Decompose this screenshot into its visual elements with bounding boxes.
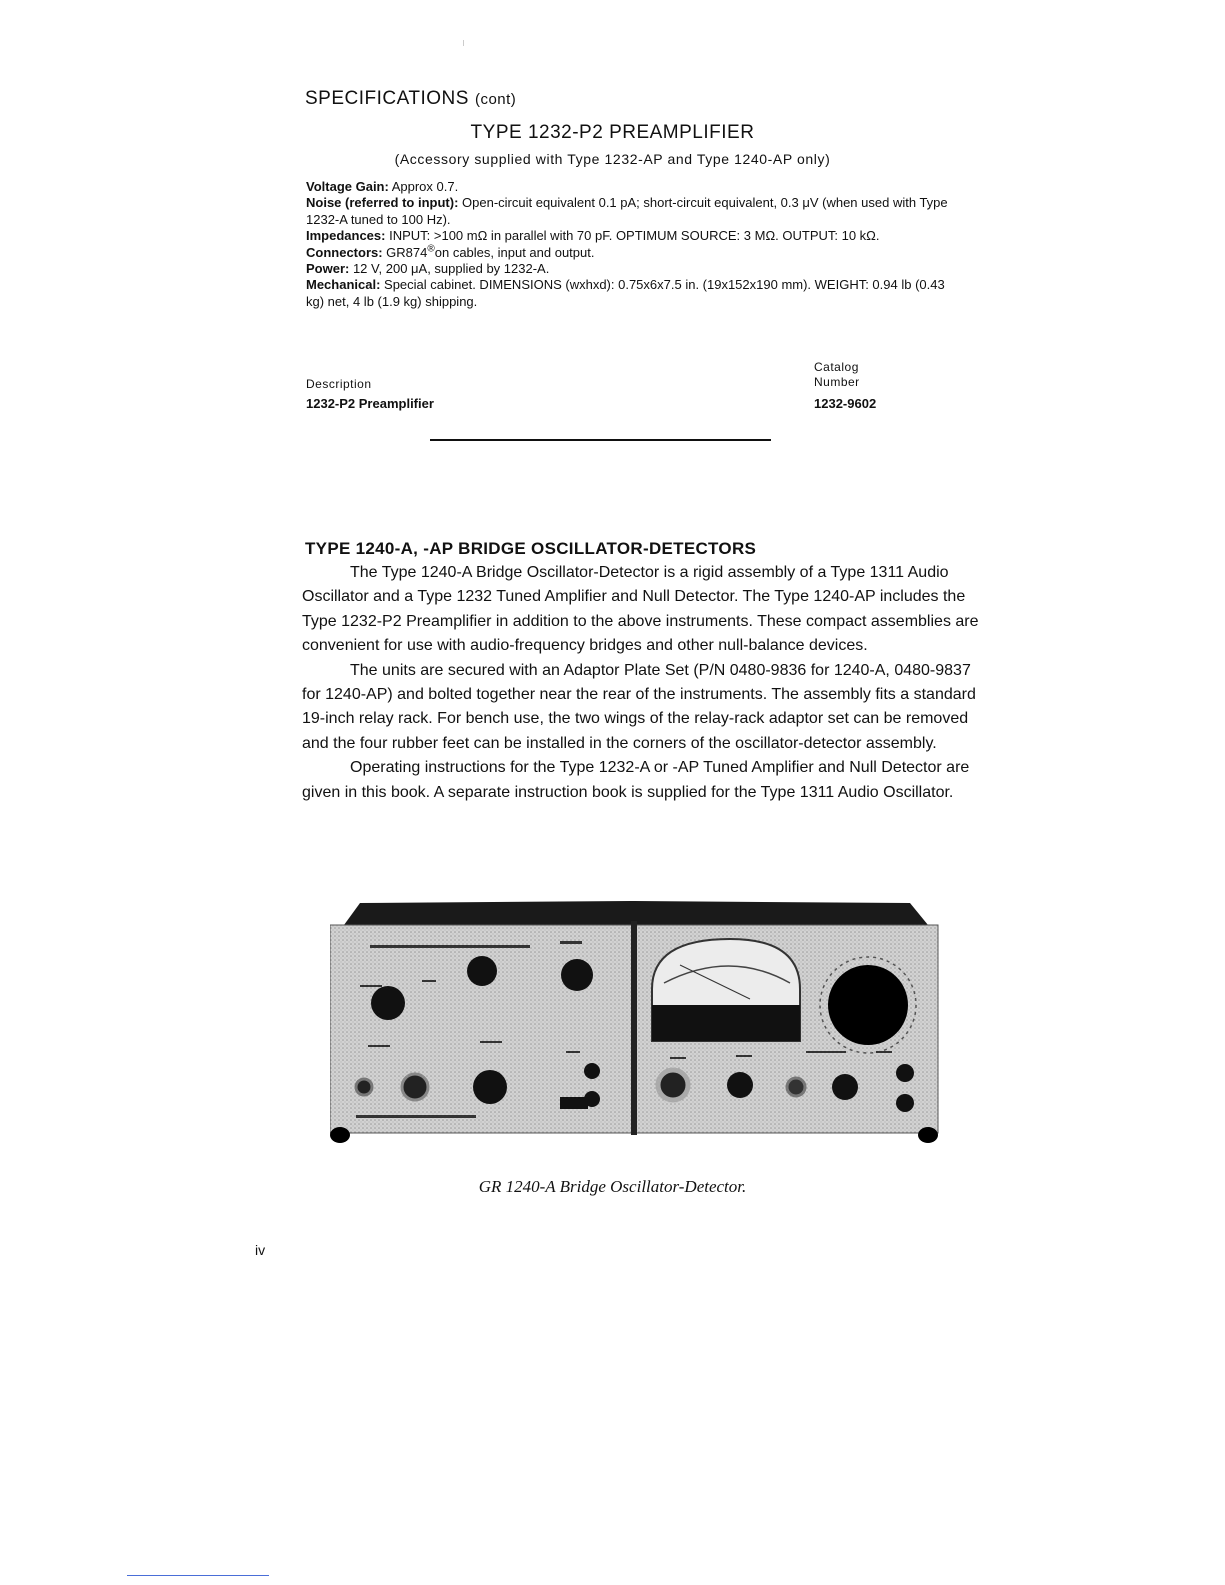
filter-switch: [787, 1078, 805, 1096]
spec-connectors: Connectors: GR874®on cables, input and output.: [306, 243, 595, 260]
amplitude-knob: [402, 1074, 428, 1100]
section2-title: TYPE 1240-A, -AP BRIDGE OSCILLATOR-DETECTORS: [305, 539, 757, 558]
output-jack: [356, 1079, 372, 1095]
paragraph: The units are secured with an Adaptor Plate Set (P/N 0480-9836 for 1240-A, 0480-9837 for 1240-AP) and bolted together near the rear of the instruments. The assembly fits a standard 19-inch relay rack. For bench use, the two wings of the relay-rack adaptor set can be removed and the four rubber feet can be installed in the corners of the oscillator-detector assembly.: [302, 661, 976, 752]
spec-noise: Noise (referred to input): Open-circuit equivalent 0.1 pA; short-circuit equivalent, 0.3 μV (when used with Type 1232-A tuned to 100 Hz).: [306, 195, 948, 227]
preamp-spec-list: [306, 179, 966, 310]
spec-power: Power: 12 V, 200 μA, supplied by 1232-A.: [306, 261, 550, 277]
input-connector: [658, 1070, 688, 1100]
page-number: iv: [255, 1242, 266, 1258]
catalog-number-value: 1232-9602: [814, 396, 877, 411]
attenuator-knob: [473, 1070, 507, 1104]
paragraph: Operating instructions for the Type 1232-A or -AP Tuned Amplifier and Null Detector are given in this book. A separate instruction book is supplied for the Type 1311 Audio Oscillator.: [302, 759, 970, 801]
description-value: 1232-P2 Preamplifier: [306, 396, 434, 411]
paragraph: The Type 1240-A Bridge Oscillator-Detector is a rigid assembly of a Type 1311 Audio Oscillator and a Type 1232 Tuned Amplifier and Null Detector. The Type 1240-AP includes the Type 1232-P2 Preamplifier in addition to the above instruments. These compact assemblies are convenient for use with audio-frequency bridges and other null-balance devices.: [302, 564, 979, 655]
range-knob: [467, 956, 497, 986]
preamp-subtitle: (Accessory supplied with Type 1232-AP and Type 1240-AP only): [394, 151, 831, 167]
preamp-title: TYPE 1232-P2 PREAMPLIFIER: [470, 122, 755, 143]
spec-voltage-gain: Voltage Gain: Approx 0.7.: [306, 179, 459, 194]
section2-body: [302, 561, 982, 805]
rubber-foot-right: [918, 1127, 938, 1143]
figure-caption: GR 1240-A Bridge Oscillator-Detector.: [478, 1177, 747, 1196]
instrument-photo: [330, 895, 940, 1155]
sensitivity-knob: [832, 1074, 858, 1100]
description-header: Description: [306, 377, 372, 391]
spec-impedances: Impedances: INPUT: >100 mΩ in parallel with 70 pF. OPTIMUM SOURCE: 3 MΩ. OUTPUT: 10 kΩ.: [306, 228, 880, 244]
spec-mechanical: Mechanical: Special cabinet. DIMENSIONS (wxhxd): 0.75x6x7.5 in. (19x152x190 mm). WEIGHT: 0.94 lb (0.43 kg) net, 4 lb (1.9 kg) shipping.: [306, 277, 945, 309]
scan-mark: [463, 40, 464, 46]
tuning-dial: [828, 965, 908, 1045]
rubber-foot-left: [330, 1127, 350, 1143]
specifications-title: SPECIFICATIONS: [305, 88, 469, 109]
level-knob: [561, 959, 593, 991]
frequency-knob: [371, 986, 405, 1020]
footer-link-underline: [127, 1575, 269, 1576]
specifications-header: [305, 88, 516, 110]
section-divider: [430, 439, 771, 441]
catalog-number-header: Catalog Number: [814, 360, 860, 389]
specifications-cont: (cont): [474, 91, 517, 108]
gain-knob: [727, 1072, 753, 1098]
